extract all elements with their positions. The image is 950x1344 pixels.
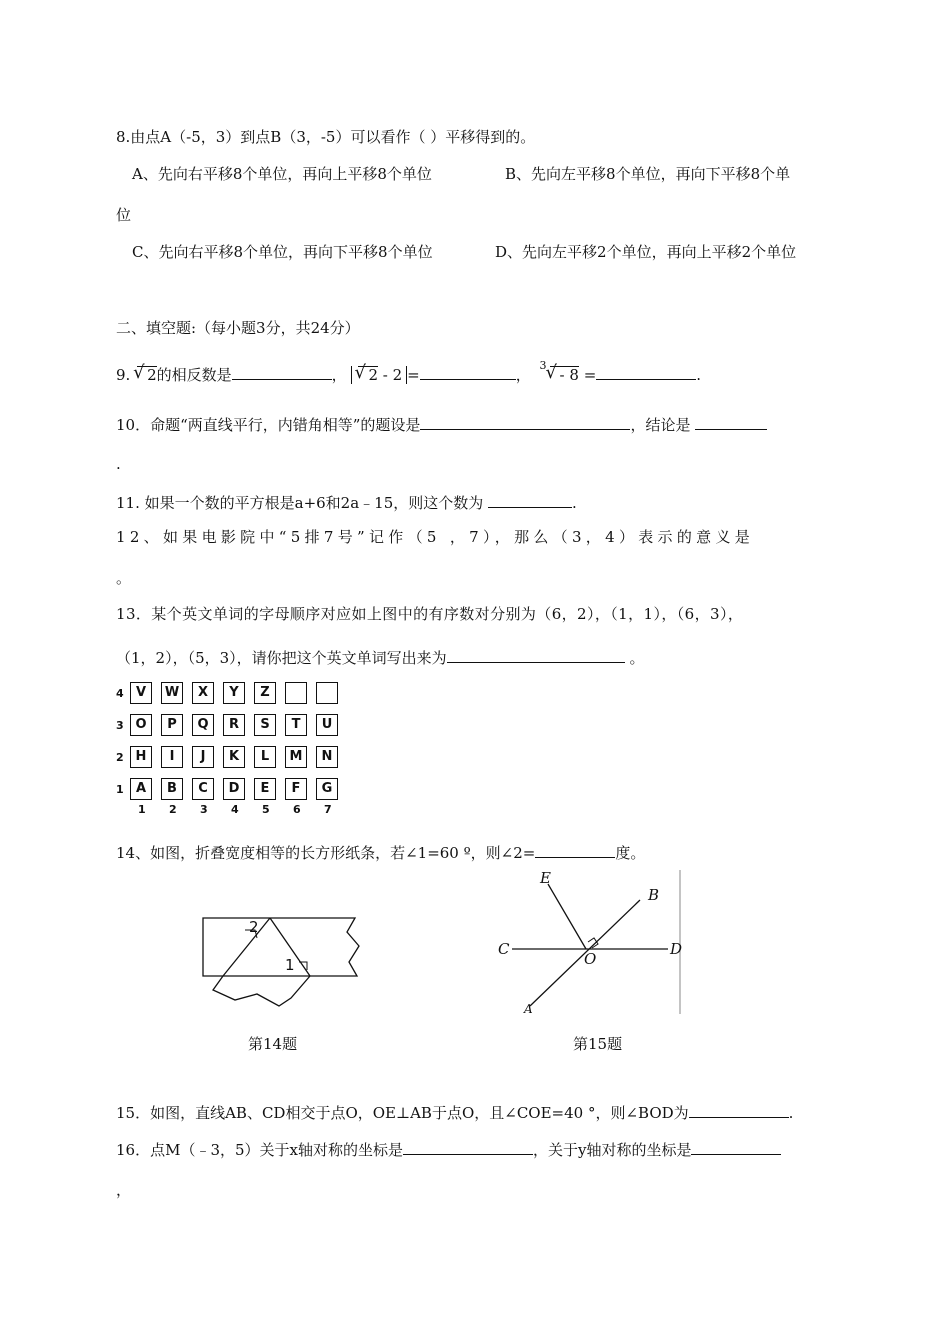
grid-cell: E — [254, 778, 276, 800]
q9-blank-3[interactable] — [596, 364, 696, 380]
col-label: 6 — [293, 803, 301, 816]
q16-line — [116, 1139, 781, 1160]
q9-blank-1[interactable] — [232, 364, 332, 380]
q10-mid: ，结论是 — [630, 416, 691, 434]
fig15-label-d: D — [670, 940, 683, 958]
fig14-caption: 第14题 — [248, 1035, 298, 1053]
q8-option-b-wrap: 位 — [116, 206, 132, 224]
radicand: 2 — [147, 366, 157, 384]
q11-blank[interactable] — [488, 492, 572, 508]
col-label: 1 — [138, 803, 146, 816]
q11-text: 11. 如果一个数的平方根是a+6和2a﹣15，则这个数为 — [116, 494, 484, 512]
root-index: √ 3 — [539, 359, 547, 372]
q8-option-a: A、先向右平移8个单位，再向上平移8个单位 — [132, 165, 432, 183]
row-label: 2 — [116, 751, 124, 764]
q16-blank-1[interactable] — [403, 1139, 533, 1155]
fig15-label-a: A — [524, 1002, 533, 1016]
q13-line2-text: （1，2），（5，3），请你把这个英文单词写出来为 — [116, 649, 447, 667]
fig15-label-o: O — [584, 950, 597, 968]
q14-line — [116, 842, 645, 863]
row-label: 1 — [116, 783, 124, 796]
grid-cell: G — [316, 778, 338, 800]
grid-cell: R — [223, 714, 245, 736]
grid-cell: K — [223, 746, 245, 768]
row-label: 4 — [116, 687, 124, 700]
q14-text: 14、如图，折叠宽度相等的长方形纸条，若∠1=60 º，则∠2= — [116, 844, 536, 862]
grid-cell: Z — [254, 682, 276, 704]
fig15-caption: 第15题 — [573, 1035, 623, 1053]
q10-line — [116, 414, 767, 435]
grid-cell: L — [254, 746, 276, 768]
q15-end: . — [788, 1104, 794, 1122]
grid-cell: I — [161, 746, 183, 768]
radicand-2: 2 — [368, 366, 378, 384]
grid-cell: Y — [223, 682, 245, 704]
q8-option-d: D、先向左平移2个单位，再向上平移2个单位 — [495, 243, 797, 261]
grid-cell: D — [223, 778, 245, 800]
q9-line — [116, 359, 702, 385]
grid-cell — [316, 682, 338, 704]
q10-blank-1[interactable] — [420, 414, 630, 430]
grid-cell: F — [285, 778, 307, 800]
q15-line — [116, 1102, 793, 1123]
grid-cell: T — [285, 714, 307, 736]
q9-eq: = — [407, 366, 420, 384]
grid-cell: C — [192, 778, 214, 800]
cube-root-radical — [539, 359, 579, 384]
q9-number: 9. — [116, 366, 131, 384]
q8-stem: 8.由点A（-5，3）到点B（3，-5）可以看作（ ）平移得到的。 — [116, 128, 536, 146]
q9-eq2: = — [583, 366, 597, 384]
q12-end: 。 — [116, 569, 132, 587]
sqrt-2-radical-2 — [358, 366, 378, 384]
q11-line — [116, 492, 577, 513]
grid-cell: Q — [192, 714, 214, 736]
col-label: 4 — [231, 803, 239, 816]
q14-blank[interactable] — [535, 842, 615, 858]
grid-cell: M — [285, 746, 307, 768]
q13-line1: 13．某个英文单词的字母顺序对应如上图中的有序数对分别为（6，2），（1，1），（6，3）， — [116, 605, 744, 623]
abs-expression — [351, 366, 402, 384]
grid-cell: U — [316, 714, 338, 736]
grid-cell: N — [316, 746, 338, 768]
grid-cell: A — [130, 778, 152, 800]
q16-blank-2[interactable] — [691, 1139, 781, 1155]
q13-line2 — [116, 647, 644, 668]
q14-end: 度。 — [615, 844, 646, 862]
q10-blank-2[interactable] — [695, 414, 767, 430]
q16-end: ， — [116, 1181, 132, 1199]
q10-end: . — [116, 455, 121, 473]
q12-text: 12、如果电影院中“5排7号”记作（5 ，7），那么（3，4）表示的意义是 — [116, 528, 755, 546]
q9-text2: - 2 — [382, 366, 403, 384]
grid-cell: O — [130, 714, 152, 736]
sqrt-2-radical — [137, 366, 157, 384]
fig15-label-c: C — [498, 940, 510, 958]
fig15-label-b: B — [648, 886, 660, 904]
q13-end: 。 — [629, 649, 645, 667]
grid-cell: S — [254, 714, 276, 736]
q9-comma1: ， — [331, 366, 347, 384]
q8-option-b: B、先向左平移8个单位，再向下平移8个单 — [505, 165, 791, 183]
q11-end: . — [572, 494, 577, 512]
fig14-label-1: 1 — [285, 956, 295, 974]
col-label: 7 — [324, 803, 332, 816]
col-label: 3 — [200, 803, 208, 816]
q15-blank[interactable] — [689, 1102, 789, 1118]
grid-cell: V — [130, 682, 152, 704]
col-label: 2 — [169, 803, 177, 816]
radicand-3: - 8 — [559, 366, 579, 384]
grid-cell — [285, 682, 307, 704]
grid-cell: P — [161, 714, 183, 736]
grid-cell: B — [161, 778, 183, 800]
q9-blank-2[interactable] — [420, 364, 516, 380]
q13-blank[interactable] — [447, 647, 625, 663]
grid-cell: W — [161, 682, 183, 704]
fig15-intersecting-lines — [490, 868, 690, 1018]
q9-text1: 的相反数是 — [156, 366, 232, 384]
row-label: 3 — [116, 719, 124, 732]
grid-cell: J — [192, 746, 214, 768]
q16-text: 16．点M（﹣3，5）关于x轴对称的坐标是 — [116, 1141, 403, 1159]
q9-end: . — [696, 366, 702, 384]
fig14-label-2: 2 — [249, 918, 259, 936]
q9-comma2: ， — [515, 366, 531, 384]
col-label: 5 — [262, 803, 270, 816]
section-title: 二、填空题:（每小题3分，共24分） — [116, 319, 360, 337]
q8-option-c: C、先向右平移8个单位，再向下平移8个单位 — [132, 243, 433, 261]
grid-cell: X — [192, 682, 214, 704]
fig15-label-e: E — [540, 869, 551, 887]
q10-text: 10．命题“两直线平行，内错角相等”的题设是 — [116, 416, 421, 434]
q16-mid: ，关于y轴对称的坐标是 — [533, 1141, 692, 1159]
q15-text: 15．如图，直线AB、CD相交于点O，OE⊥AB于点O，且∠COE=40 °，则∠BOD为 — [116, 1104, 689, 1122]
grid-cell: H — [130, 746, 152, 768]
